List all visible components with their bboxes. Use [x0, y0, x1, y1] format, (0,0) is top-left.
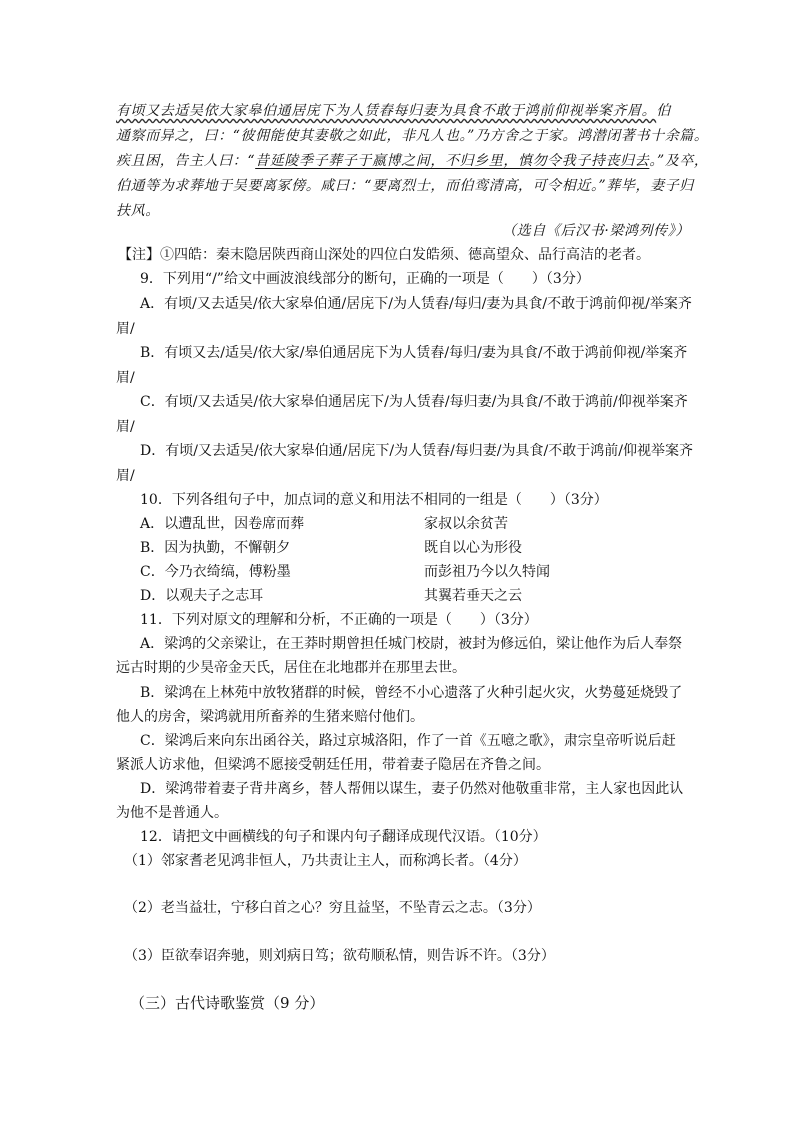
question-11-option-d: D．梁鸿带着妻子背井离乡，替人帮佣以谋生，妻子仍然对他敬重非常，主人家也因此认: [140, 781, 684, 797]
question-9-option-c: C．有顷/又去适吴/依大家皋伯通居庑下/为人赁舂/每归妻/为具食/不敢于鸿前/仰视举案齐: [140, 394, 688, 410]
question-9-stem: 9．下列用“/”给文中画波浪线部分的断句，正确的一项是（ ）（3分）: [140, 271, 590, 287]
question-10-stem: 10．下列各组句子中，加点词的意义和用法不相同的一组是（ ）（3分）: [140, 492, 608, 508]
question-10-pair-b-left: B．因为执勤，不懈朝夕: [140, 540, 291, 556]
question-10-pair-a-left: A．以遭乱世，因卷席而葬: [140, 516, 305, 532]
section-heading: （三）古代诗歌鉴赏（9 分）: [130, 994, 325, 1012]
question-11-option-c-cont: 紧派人访求他，但梁鸿不愿接受朝廷任用，带着妻子隐居在齐鲁之间。: [116, 757, 550, 773]
question-9-option-b: B．有顷又去/适吴/依大家/皋伯通居庑下为人赁舂/每归/妻为具食/不敢于鸿前仰视/举案齐: [140, 345, 688, 361]
question-10-pair-d-left: D．以观夫子之志耳: [140, 588, 264, 604]
straight-underlined-text: 昔延陵季子葬子于嬴博之间，不归乡里，慎勿令我子持丧归去: [255, 153, 650, 169]
passage-line-5: 扶风。: [116, 203, 160, 219]
passage-text: 。”及卒，: [649, 153, 709, 169]
passage-source: （选自《后汉书·梁鸿列传》）: [502, 223, 690, 239]
question-10-pair-c-right: 而彭祖乃今以久特闻: [424, 564, 550, 580]
question-11-option-a-cont: 远古时期的少昊帝金天氏，居住在北地郡并在那里去世。: [116, 660, 466, 676]
wavy-underlined-text: 有顷又去适吴依大家皋伯通居庑下为人赁舂每归妻为具食不敢于鸿前仰视举案齐眉。: [116, 103, 657, 119]
question-11-option-a: A．梁鸿的父亲梁让，在王莽时期曾担任城门校尉，被封为修远伯，梁让他作为后人奉祭: [140, 636, 683, 652]
question-10-pair-a-right: 家叔以余贫苦: [424, 516, 508, 532]
question-11-option-b: B．梁鸿在上林苑中放牧猪群的时候，曾经不小心遗落了火种引起火灾，火势蔓延烧毁了: [140, 685, 683, 701]
question-11-option-c: C．梁鸿后来向东出函谷关，路过京城洛阳，作了一首《五噫之歌》，肃宗皇帝听说后赶: [140, 733, 676, 749]
question-11-option-d-cont: 为他不是普通人。: [116, 805, 228, 821]
passage-text: 伯: [656, 103, 671, 119]
question-11-option-b-cont: 他人的房舍，梁鸿就用所畜养的生猪来赔付他们。: [116, 709, 424, 725]
passage-line-3: [116, 152, 709, 170]
question-12-item-3: （3）臣欲奉诏奔驰，则刘病日笃；欲苟顺私情，则告诉不许。（3分）: [124, 948, 555, 964]
question-9-option-d: D．有顷/又去适吴/依大家皋伯通/居庑下/为人赁舂/每归妻/为具食/不敢于鸿前/仰视举案齐: [140, 443, 693, 459]
question-9-option-c-cont: 眉/: [116, 419, 135, 435]
annotation-note: 【注】①四皓：秦末隐居陕西商山深处的四位白发皓须、德高望众、品行高洁的老者。: [118, 247, 650, 263]
question-9-option-b-cont: 眉/: [116, 370, 135, 386]
question-12-item-2: （2）老当益壮，宁移白首之心？穷且益坚，不坠青云之志。（3分）: [124, 900, 541, 916]
question-10-pair-c-left: C．今乃衣绮缟，傅粉墨: [140, 564, 291, 580]
question-12-item-1: （1）邻家耆老见鸿非恒人，乃共责让主人，而称鸿长者。（4分）: [124, 853, 527, 869]
passage-line-4: 伯通等为求葬地于吴要离冢傍。咸曰：“要离烈士，而伯鸾清高，可令相近。”葬毕，妻子归: [116, 178, 694, 194]
passage-line-2: 通察而异之，曰：“彼佣能使其妻敬之如此，非凡人也。”乃方舍之于家。鸿潜闭著书十余篇。: [116, 128, 709, 144]
question-11-stem: 11．下列对原文的理解和分析，不正确的一项是（ ）（3分）: [140, 612, 538, 628]
question-12-stem: 12．请把文中画横线的句子和课内句子翻译成现代汉语。（10分）: [140, 829, 547, 845]
passage-line-1: [116, 102, 686, 120]
question-10-pair-d-right: 其翼若垂天之云: [424, 588, 522, 604]
passage-text: 疾且困，告主人曰：“: [116, 153, 256, 169]
question-9-option-d-cont: 眉/: [116, 468, 135, 484]
question-9-option-a-cont: 眉/: [116, 321, 135, 337]
question-10-pair-b-right: 既自以心为形役: [424, 540, 522, 556]
question-9-option-a: A．有顷/又去适吴/依大家皋伯通/居庑下/为人赁舂/每归/妻为具食/不敢于鸿前仰视/举案齐: [140, 296, 692, 312]
